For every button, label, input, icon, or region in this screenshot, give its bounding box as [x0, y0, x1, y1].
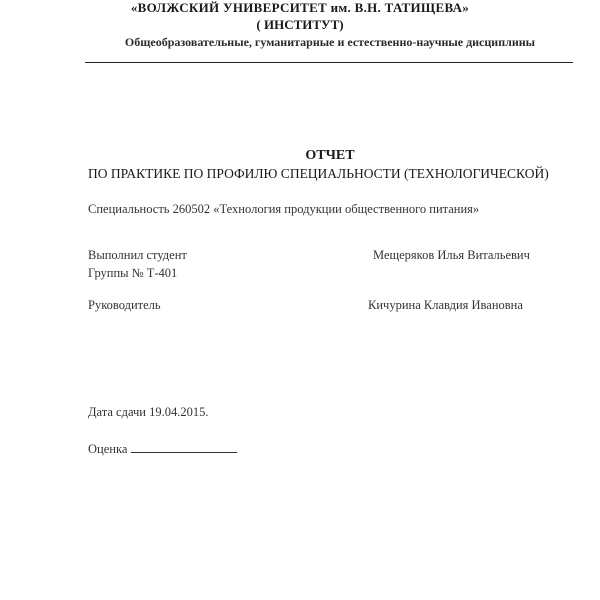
- performer-name: Мещеряков Илья Витальевич: [373, 248, 530, 262]
- specialty-line: Специальность 260502 «Технология продукции общественного питания»: [88, 202, 480, 216]
- report-subtitle: ПО ПРАКТИКЕ ПО ПРОФИЛЮ СПЕЦИАЛЬНОСТИ (ТЕХНОЛОГИЧЕСКОЙ): [88, 166, 549, 181]
- grade-line: [88, 440, 237, 457]
- grade-label: Оценка: [88, 442, 128, 456]
- submission-date: Дата сдачи 19.04.2015.: [88, 405, 209, 419]
- grade-blank-field: [131, 440, 237, 453]
- report-title: ОТЧЕТ: [305, 148, 355, 163]
- group-label: Группы № Т-401: [88, 266, 178, 280]
- supervisor-name: Кичурина Клавдия Ивановна: [368, 298, 523, 312]
- supervisor-label: Руководитель: [88, 298, 161, 312]
- header-divider: [85, 62, 573, 63]
- disciplines-line: Общеобразовательные, гуманитарные и естественно-научные дисциплины: [124, 35, 536, 49]
- university-name: «ВОЛЖСКИЙ УНИВЕРСИТЕТ им. В.Н. ТАТИЩЕВА»: [130, 0, 470, 15]
- institute-label: ( ИНСТИТУТ): [256, 17, 344, 32]
- performer-label: Выполнил студент: [88, 248, 187, 262]
